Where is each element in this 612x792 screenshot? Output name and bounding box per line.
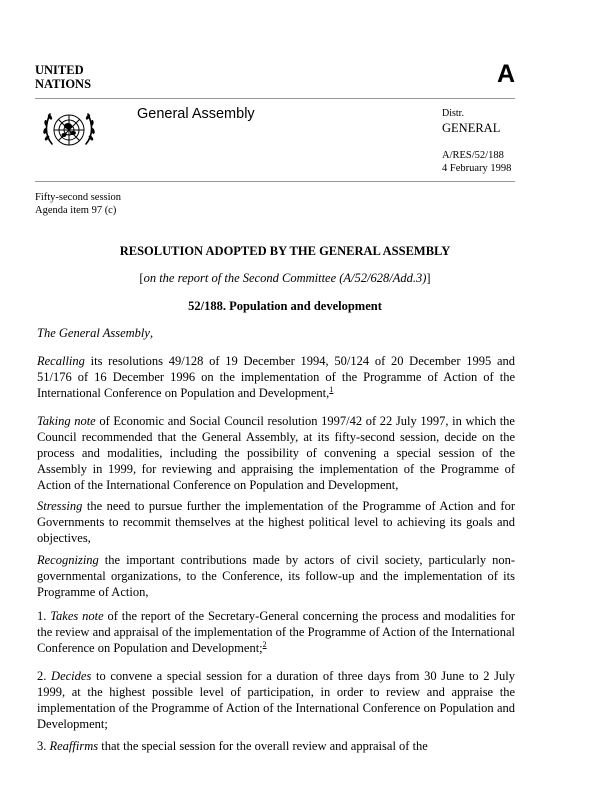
paragraph-text: the need to pursue further the implementation of the Programme of Action and for Governments to recommit themselves at the highest political level to achieving its goals and objectives, bbox=[37, 499, 515, 545]
org-name-line2: NATIONS bbox=[35, 77, 92, 91]
paragraph-lead: Recalling bbox=[37, 354, 85, 368]
paragraph-text: , bbox=[149, 326, 154, 340]
paragraph-text: of Economic and Social Council resolution 1997/42 of 22 July 1997, in which the Council recommended that the General Assembly, at its fifty-second session, decide on the process and modalities, including the possibility of convening a special session of the Assembly in 1999, for reviewing and appraising the implementation of the Programme of Action of the International Conference on Population and Development, bbox=[37, 414, 515, 492]
report-bracket-close: ] bbox=[426, 271, 431, 285]
paragraph-text: that the special session for the overall review and appraisal of the bbox=[98, 739, 428, 753]
body-name: General Assembly bbox=[137, 106, 255, 122]
session-info bbox=[35, 191, 121, 217]
paragraph-lead: The General Assembly bbox=[37, 326, 150, 340]
agenda-item: Agenda item 97 (c) bbox=[35, 205, 117, 216]
paragraph-text: of the report of the Secretary-General concerning the process and modalities for the review and appraisal of the implementation of the Programme of Action of the International Conference on Population and Development; bbox=[37, 609, 515, 655]
preamble-taking-note bbox=[37, 413, 515, 493]
resolution-title: 52/188. Population and development bbox=[188, 299, 382, 313]
paragraph-lead: Stressing bbox=[37, 499, 83, 513]
footnote-link-1[interactable]: 1 bbox=[329, 384, 334, 394]
document-date: 4 February 1998 bbox=[442, 163, 512, 174]
preamble-recognizing bbox=[37, 552, 515, 600]
paragraph-text: its resolutions 49/128 of 19 December 1994, 50/124 of 20 December 1995 and 51/176 of 16 December 1996 on the implementation of the Programme of Action of the International Conference on Population and Development, bbox=[37, 354, 515, 400]
operative-paragraph-1 bbox=[37, 608, 515, 656]
report-text: on the report of the Second Committee (A/52/628/Add.3) bbox=[143, 271, 427, 285]
preamble-recalling bbox=[37, 353, 515, 401]
header-divider-top bbox=[35, 98, 515, 99]
preamble-stressing bbox=[37, 498, 515, 546]
paragraph-lead: Decides bbox=[51, 669, 92, 683]
paragraph-number: 3. bbox=[37, 739, 50, 753]
header-divider-bottom bbox=[35, 181, 515, 182]
document-symbol-block bbox=[442, 149, 511, 175]
paragraph-lead: Takes note bbox=[50, 609, 104, 623]
paragraph-number: 1. bbox=[37, 609, 51, 623]
report-bracket-open: [ bbox=[139, 271, 144, 285]
paragraph-lead: Recognizing bbox=[37, 553, 99, 567]
distribution-label: Distr. bbox=[442, 108, 464, 119]
document-series-letter: A bbox=[497, 60, 516, 88]
org-name-line1: UNITED bbox=[35, 63, 84, 77]
paragraph-text: to convene a special session for a duration of three days from 30 June to 2 July 1999, at the highest possible level of participation, in order to review and appraise the implementation of the Programme of Action of the International Conference on Population and Development; bbox=[37, 669, 516, 731]
paragraph-lead: Reaffirms bbox=[49, 739, 99, 753]
footnote-link-2[interactable]: 2 bbox=[262, 639, 267, 649]
paragraph-lead: Taking note bbox=[37, 414, 96, 428]
paragraph-number: 2. bbox=[37, 669, 52, 683]
document-title: RESOLUTION ADOPTED BY THE GENERAL ASSEMBLY bbox=[119, 244, 451, 258]
operative-paragraph-3 bbox=[37, 738, 515, 754]
document-symbol: A/RES/52/188 bbox=[442, 150, 504, 161]
distribution-value: GENERAL bbox=[442, 121, 501, 135]
org-name bbox=[35, 63, 91, 91]
paragraph-text: the important contributions made by actors of civil society, particularly non-governmental organizations, to the Conference, its follow-up and the implementation of its Programme of Action, bbox=[37, 553, 515, 599]
session-name: Fifty-second session bbox=[35, 192, 122, 203]
preamble-opening bbox=[37, 325, 515, 341]
un-emblem-icon bbox=[38, 108, 100, 152]
report-reference bbox=[35, 271, 535, 286]
operative-paragraph-2 bbox=[37, 668, 515, 732]
